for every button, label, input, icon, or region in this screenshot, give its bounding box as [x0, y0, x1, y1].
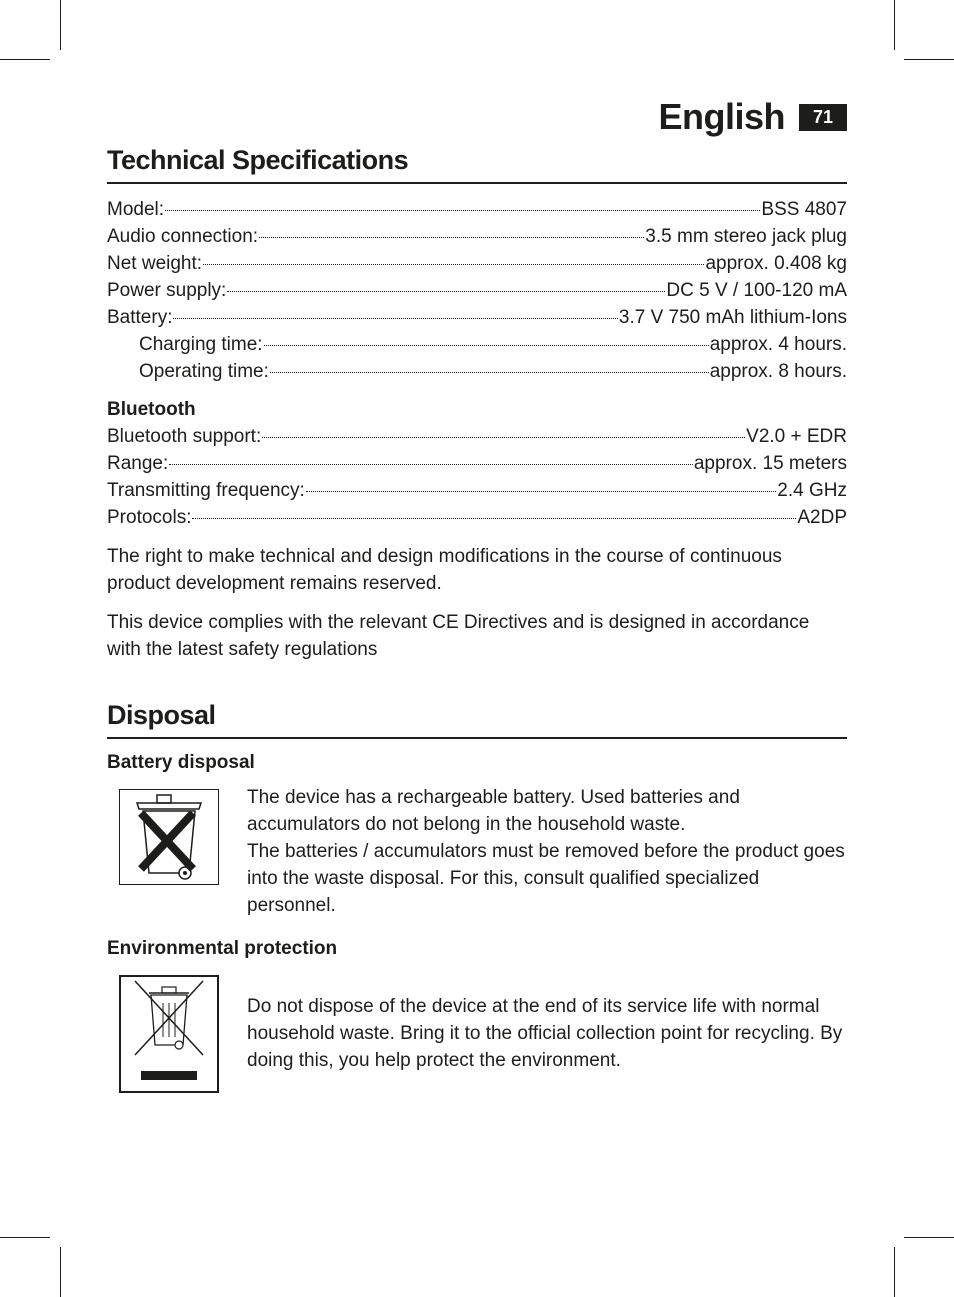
battery-disposal-heading: Battery disposal [107, 752, 255, 773]
environmental-protection-heading: Environmental protection [107, 938, 338, 959]
spec-row: Charging time: approx. 4 hours. [107, 331, 847, 358]
spec-row: Power supply: DC 5 V / 100-120 mA [107, 277, 847, 304]
crossed-out-battery-bin-icon [119, 789, 219, 885]
section-title: Technical Specifications [107, 145, 847, 184]
battery-disposal-text-1: The device has a rechargeable battery. Used batteries and accumulators do not belong in the household waste. [247, 787, 740, 835]
bluetooth-heading: Bluetooth [107, 399, 196, 420]
spec-row: Model: BSS 4807 [107, 196, 847, 223]
crop-mark [894, 0, 895, 50]
spec-row: Audio connection: 3.5 mm stereo jack plug [107, 223, 847, 250]
spec-row: Bluetooth support: V2.0 + EDR [107, 423, 847, 450]
crop-mark [0, 59, 50, 60]
disposal-section [107, 700, 847, 1098]
crop-mark [904, 59, 954, 60]
weee-crossed-bin-icon [119, 975, 219, 1093]
crop-mark [0, 1237, 50, 1238]
spec-list [107, 196, 847, 385]
spec-row: Range: approx. 15 meters [107, 450, 847, 477]
tech-specs-section [107, 145, 847, 663]
spec-row: Transmitting frequency: 2.4 GHz [107, 477, 847, 504]
crop-mark [60, 0, 61, 50]
ce-notice: This device complies with the relevant CE Directives and is designed in accordance with the latest safety regulations [107, 612, 810, 660]
modification-notice: The right to make technical and design modifications in the course of continuous product development remains reserved. [107, 546, 782, 594]
page-header [658, 96, 847, 138]
environmental-protection-text: Do not dispose of the device at the end of its service life with normal household waste. Bring it to the official collection point for recycling. By doing this, you help protect the environment. [247, 996, 843, 1071]
spec-row: Battery: 3.7 V 750 mAh lithium-Ions [107, 304, 847, 331]
spec-row: Operating time: approx. 8 hours. [107, 358, 847, 385]
crop-mark [60, 1247, 61, 1297]
section-title: Disposal [107, 700, 847, 739]
spec-row: Net weight: approx. 0.408 kg [107, 250, 847, 277]
language-title: English [658, 96, 785, 137]
spec-row: Protocols: A2DP [107, 504, 847, 531]
battery-disposal-block [107, 784, 847, 919]
page-number: 71 [799, 104, 847, 131]
bluetooth-spec-list [107, 423, 847, 531]
battery-disposal-text-2: The batteries / accumulators must be removed before the product goes into the waste disposal. For this, consult qualified specialized personnel. [247, 841, 845, 916]
crop-mark [904, 1237, 954, 1238]
crop-mark [894, 1247, 895, 1297]
environmental-protection-block [107, 975, 847, 1098]
